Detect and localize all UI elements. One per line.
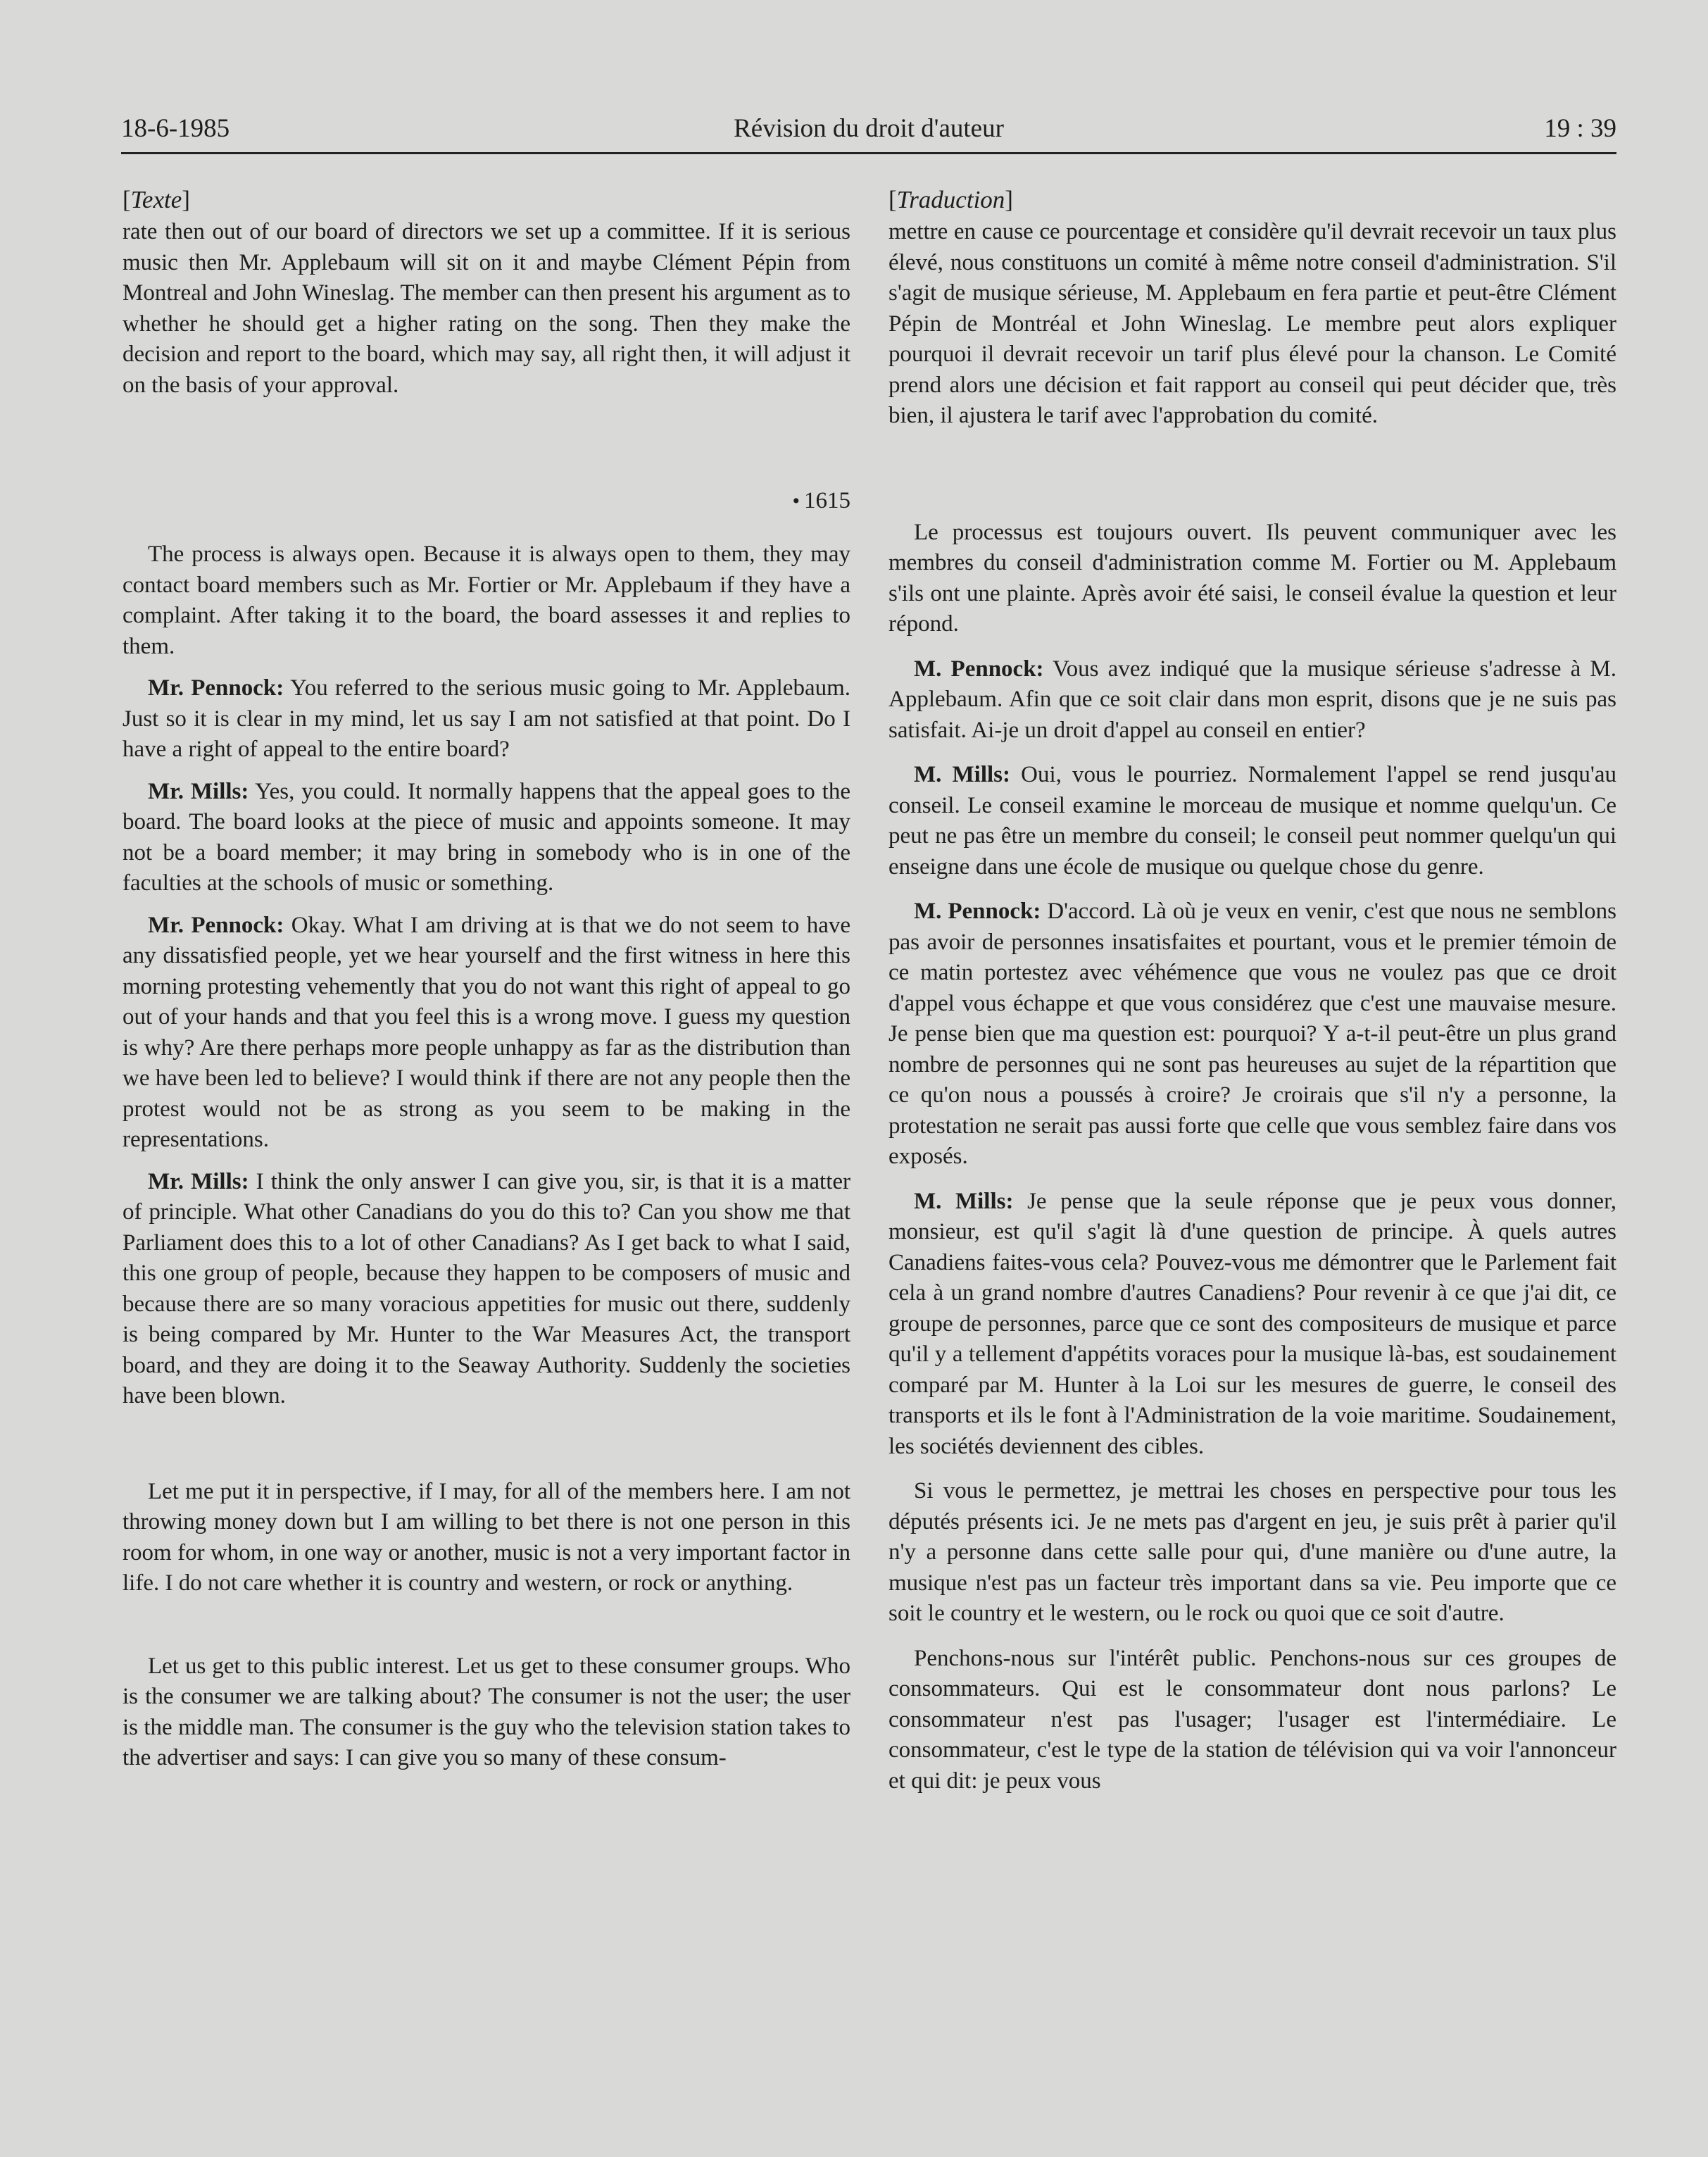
paragraph: Penchons-nous sur l'intérêt public. Penchons-nous sur ces groupes de consommateurs. Qui est le consommateur dont nous parlons? Le consommateur n'est pas l'usager; l'usager est l'intermédiaire. Le consommateur, c'est le type de la station de télévision qui va voir l'annonceur et qui dit: je peux vous: [888, 1645, 1616, 1794]
paragraph: Le processus est toujours ouvert. Ils peuvent communiquer avec les membres du conseil d'administration comme M. Fortier ou M. Applebaum s'ils ont une plainte. Après avoir été saisi, le conseil évalue la question et leur répond.: [888, 519, 1616, 637]
speech-paragraph: Mr. Mills: I think the only answer I can give you, sir, is that it is a matter of principle. What other Canadians do you do this to? Can you show me that Parliament does this to a lot of other Canadians? As I get back to what I said, this one group of people, because they happen to be composers of music and because there are so many voracious appetities for music out there, suddenly is being compared by Mr. Hunter to the War Measures Act, the transport board, and they are doing it to the Seaway Authority. Suddenly the societies have been blown.: [123, 1168, 851, 1408]
speech-paragraph: M. Mills: Je pense que la seule réponse que je peux vous donner, monsieur, est qu'il s'agit là d'une question de principe. À quels autres Canadiens faites-vous cela? Pouvez-vous me démontrer que le Parlement fait cela à un grand nombre d'autres Canadiens? Pour revenir à ce que j'ai dit, ce groupe de personnes, parce que ce sont des compositeurs de musique et parce qu'il y a tellement d'appétits voraces pour la musique là-bas, est soudainement comparé par M. Hunter à la Loi sur les mesures de guerre, le conseil des transports et ils le font à l'Administration de la voie maritime. Soudainement, les sociétés deviennent des cibles.: [888, 1188, 1616, 1459]
speaker-name: M. Pennock:: [914, 899, 1041, 924]
paragraph: rate then out of our board of directors we set up a committee. If it is serious music then Mr. Applebaum will sit on it and maybe Clément Pépin from Montreal and John Wineslag. The member can then present his argument as to whether he should get a higher rating on the song. Then they make the decision and report to the board, which may say, all right then, it will adjust it on the basis of your approval.: [123, 219, 850, 398]
bullet-icon: •: [792, 489, 800, 513]
speaker-name: M. Pennock:: [914, 656, 1044, 682]
page-header: [121, 113, 1616, 154]
paragraph: Si vous le permettez, je mettrai les choses en perspective pour tous les députés présents ici. Je ne mets pas d'argent en jeu, je suis prêt à parier qu'il n'y a personne dans cette salle pour qui, d'une manière ou d'une autre, la musique n'est pas un facteur très important dans sa vie. Peu importe que ce soit le country et le western, ou le rock ou quoi que ce soit d'autre.: [888, 1478, 1616, 1626]
speech-paragraph: Mr. Mills: Yes, you could. It normally happens that the appeal goes to the board. The board looks at the piece of music and appoints someone. It may not be a board member; it may bring in somebody who is in one of the faculties at the schools of music or something.: [123, 778, 850, 896]
paragraph: Let me put it in perspective, if I may, for all of the members here. I am not throwing money down but I am willing to bet there is not one person in this room for whom, in one way or another, music is not a very important factor in life. I do not care whether it is country and western, or rock or anything.: [123, 1478, 850, 1596]
speaker-name: Mr. Pennock:: [148, 912, 284, 938]
speaker-name: Mr. Mills:: [148, 778, 249, 804]
speech-paragraph: M. Pennock: D'accord. Là où je veux en venir, c'est que nous ne semblons pas avoir de personnes insatisfaites et pourtant, vous et le premier témoin de ce matin portestez avec véhémence que vous ne voulez pas que ce droit d'appel vous échappe et que vous considérez que c'est une mauvaise mesure. Je pense bien que ma question est: pourquoi? Y a-t-il peut-être un plus grand nombre de personnes qui ne sont pas heureuses au sujet de la répartition que ce qu'on nous a poussés à croire? Je croirais que s'il n'y a personne, la protestation ne serait pas aussi forte que celle que vous semblez faire dans vos exposés.: [888, 899, 1616, 1169]
speech-paragraph: Mr. Pennock: Okay. What I am driving at is that we do not seem to have any dissatisfied people, yet we hear yourself and the first witness in here this morning protesting vehemently that you do not want this right of appeal to go out of your hands and that you feel this is a wrong move. I guess my question is why? Are there perhaps more people unhappy as far as the distribution than we have been led to believe? I would think if there are not any people then the protest would not be as strong as you seem to be making in the representations.: [123, 912, 851, 1152]
time-marker: • 1615: [792, 488, 850, 513]
english-column: [123, 185, 850, 1774]
speaker-name: Mr. Pennock:: [148, 675, 284, 701]
speaker-name: Mr. Mills:: [148, 1168, 249, 1194]
header-date: 18-6-1985: [121, 114, 230, 143]
paragraph: mettre en cause ce pourcentage et considère qu'il devrait recevoir un taux plus élevé, nous constituons un comité à même notre conseil d'administration. S'il s'agit de musique sérieuse, M. Applebaum en fera partie et peut-être Clément Pépin de Montréal et John Wineslag. Le membre peut alors expliquer pourquoi il devrait recevoir un tarif plus élevé pour la chanson. Le Comité prend alors une décision et fait rapport au conseil qui peut décider que, très bien, il ajustera le tarif avec l'approbation du comité.: [888, 219, 1616, 428]
paragraph: The process is always open. Because it is always open to them, they may contact board members such as Mr. Fortier or Mr. Applebaum if they have a complaint. After taking it to the board, the board assesses it and replies to them.: [123, 542, 850, 659]
paragraph: Let us get to this public interest. Let us get to these consumer groups. Who is the consumer we are talking about? The consumer is not the user; the user is the middle man. The consumer is the guy who the television station takes to the advertiser and says: I can give you so many of these consum-: [123, 1653, 850, 1770]
speech-paragraph: M. Pennock: Vous avez indiqué que la musique sérieuse s'adresse à M. Applebaum. Afin que ce soit clair dans mon esprit, disons que je ne suis pas satisfait. Ai-je un droit d'appel au conseil en entier?: [888, 656, 1616, 743]
speech-paragraph: M. Mills: Oui, vous le pourriez. Normalement l'appel se rend jusqu'au conseil. Le conseil examine le morceau de musique et nomme quelqu'un. Ce peut ne pas être un membre du conseil; le conseil peut nommer quelqu'un qui enseigne dans une école de musique ou quelque chose du genre.: [888, 762, 1617, 880]
french-column: [888, 185, 1616, 1796]
section-tag-texte: [Texte]: [123, 186, 190, 213]
speaker-name: M. Mills:: [914, 762, 1011, 787]
header-page-number: 19 : 39: [1544, 114, 1616, 143]
speech-paragraph: Mr. Pennock: You referred to the serious music going to Mr. Applebaum. Just so it is clear in my mind, let us say I am not satisfied at that point. Do I have a right of appeal to the entire board?: [123, 675, 851, 762]
section-tag-traduction: [Traduction]: [888, 186, 1013, 213]
speaker-name: M. Mills:: [914, 1188, 1014, 1214]
header-title: Révision du droit d'auteur: [734, 114, 1004, 143]
